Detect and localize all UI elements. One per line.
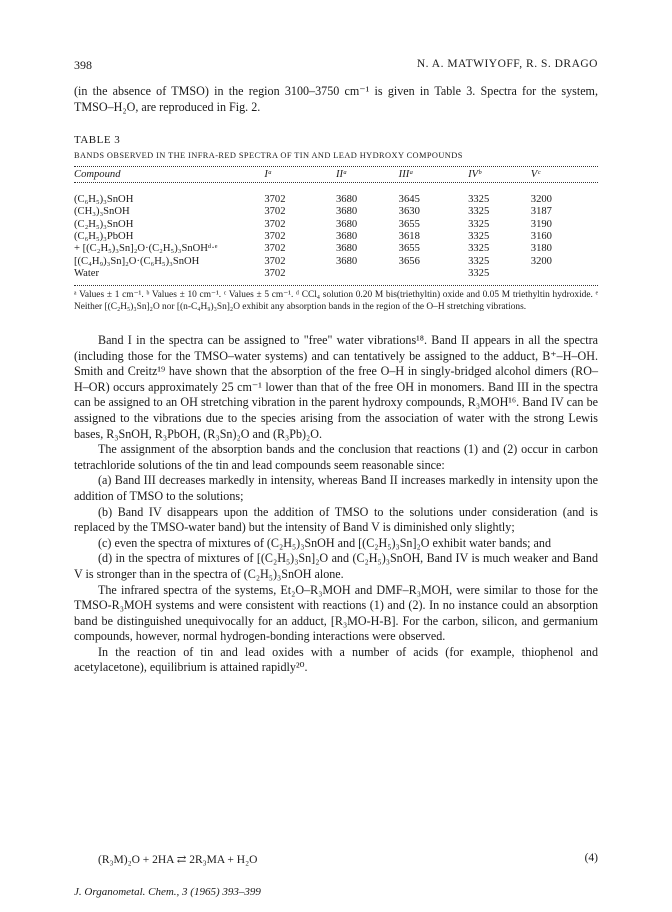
table-cell: 3180 bbox=[530, 243, 552, 255]
table-cell: 3200 bbox=[530, 255, 552, 267]
table-cell: 3680 bbox=[335, 255, 358, 267]
column-header: IIᵃ bbox=[335, 169, 348, 180]
table-cell: 3645 bbox=[398, 193, 420, 205]
table-cell: 3325 bbox=[468, 255, 490, 267]
table-cell: 3325 bbox=[468, 218, 490, 230]
table-row bbox=[74, 231, 598, 243]
column-header: Vᶜ bbox=[530, 169, 541, 180]
table-cell: 3680 bbox=[335, 231, 358, 243]
table-cell: 3655 bbox=[398, 243, 420, 255]
running-head: N. A. MATWIYOFF, R. S. DRAGO bbox=[416, 58, 598, 70]
journal-footer: J. Organometal. Chem., 3 (1965) 393–399 bbox=[74, 886, 261, 898]
list-item: (c) even the spectra of mixtures of (C₂H₅)₃SnOH and [(C₂H₅)₃Sn]₂O exhibit water bands; and bbox=[98, 535, 552, 550]
paragraph: The assignment of the absorption bands and the conclusion that reactions (1) and (2) occur in carbon tetrachloride solutions of the tin and lead compounds seem reasonable since: bbox=[74, 442, 598, 472]
table-cell: 3187 bbox=[530, 206, 552, 218]
paragraph: In the reaction of tin and lead oxides with a number of acids (for example, thiophenol and acetylacetone), equilibrium is attained rapidly²⁰. bbox=[74, 644, 598, 675]
table-cell: 3160 bbox=[530, 231, 552, 243]
table-cell: 3680 bbox=[335, 218, 358, 230]
table-cell: 3702 bbox=[264, 193, 286, 205]
list-item: (b) Band IV disappears upon the addition of TMSO to the solutions under consideration (and is replaced by the TMSO-water band) but the intensity of Band V is diminished only slightly; bbox=[74, 504, 598, 535]
table-footnote: ᵃ Values ± 1 cm⁻¹. ᵇ Values ± 10 cm⁻¹. ᶜ Values ± 5 cm⁻¹. ᵈ CCl₄ solution 0.20 M bis(triethyltin) oxide and 0.05 M triethyltin hydroxide. ᵉ Neither [(C₂H₅)₃Sn]₂O nor [(n-C₄H₉)₃Sn]₂O exhibit any absorption bands in the region of the O–H stretching vibrations. bbox=[74, 290, 598, 312]
table-top-rule bbox=[74, 166, 598, 167]
table-row bbox=[74, 256, 598, 268]
page-number: 398 bbox=[74, 58, 92, 72]
table-cell: 3702 bbox=[264, 255, 286, 267]
table-row bbox=[74, 243, 598, 255]
page-header bbox=[74, 58, 598, 74]
list-item: (a) Band III decreases markedly in intensity, whereas Band II increases markedly in intensity upon the addition of TMSO to the solutions; bbox=[74, 473, 598, 503]
table-cell bbox=[531, 268, 598, 280]
table-cell: 3702 bbox=[264, 243, 286, 255]
column-header: IVᵇ bbox=[468, 169, 481, 180]
table-bottom-rule bbox=[74, 285, 598, 286]
table-caption: BANDS OBSERVED IN THE INFRA-RED SPECTRA OF TIN AND LEAD HYDROXY COMPOUNDS bbox=[74, 151, 463, 160]
equation-text: (R₃M)₂O + 2HA ⇄ 2R₃MA + H₂O bbox=[98, 854, 258, 866]
table-cell: 3325 bbox=[468, 193, 490, 205]
table-cell: 3656 bbox=[398, 255, 420, 267]
table-cell: 3618 bbox=[398, 231, 420, 243]
table-cell: 3680 bbox=[335, 193, 358, 205]
table-cell bbox=[399, 268, 468, 280]
table-title: TABLE 3 bbox=[74, 134, 121, 146]
list-item: (d) in the spectra of mixtures of [(C₂H₅)₃Sn]₂O and (C₂H₅)₃SnOH, Band IV is much weaker and Band V is stronger than in the spectra of (C₂H₅)₃SnOH alone. bbox=[74, 551, 598, 581]
table-cell: [(C₄H₉)₃Sn]₂O·(C₆H₅)₃SnOH bbox=[74, 255, 200, 267]
table-cell: 3702 bbox=[264, 206, 286, 218]
table-cell: 3680 bbox=[335, 243, 358, 255]
table-cell: (C₂H₅)₃SnOH bbox=[74, 218, 134, 230]
table-cell: (C₆H₅)₃PbOH bbox=[74, 231, 134, 243]
table-row bbox=[74, 268, 598, 280]
table-cell: 3630 bbox=[398, 206, 420, 218]
main-text bbox=[74, 333, 598, 676]
intro-paragraph: (in the absence of TMSO) in the region 3100–3750 cm⁻¹ is given in Table 3. Spectra for the system, TMSO–H₂O, are reproduced in Fig. 2. bbox=[74, 84, 598, 114]
table-header-row bbox=[74, 169, 598, 181]
table-cell: 3702 bbox=[264, 218, 286, 230]
table-cell: 3200 bbox=[530, 193, 552, 205]
table-cell: 3680 bbox=[335, 206, 358, 218]
paragraph: Band I in the spectra can be assigned to "free" water vibrations¹⁸. Band II appears in all the spectra (including those for the TMSO–water systems) and can tentatively be assigned to the adduct, B⁺–H–OH. Smith and Creitz¹⁹ have shown that the absorption of the free O–H in singly-bridged alcohol dimers (RO–H–OR) occurs approximately 25 cm⁻¹ lower than that of the free OH in monomers. Band III in the spectra can be assigned to an OH stretching vibration in the parent hydroxy compounds, R₃MOH¹⁶. Band IV can be assigned to the vibrations due to the species arising from the association of water with the strong Lewis bases, R₃SnOH, R₃PbOH, (R₃Sn)₂O and (R₃Pb)₂O. bbox=[74, 333, 598, 441]
table-cell: + [(C₂H₅)₃Sn]₂O·(C₂H₅)₃SnOHᵈ·ᵉ bbox=[74, 243, 218, 255]
column-header: Iᵃ bbox=[264, 169, 273, 180]
table-cell: 3325 bbox=[468, 268, 490, 280]
table-cell: 3702 bbox=[264, 231, 286, 243]
paragraph: The infrared spectra of the systems, Et₂O–R₃MOH and DMF–R₃MOH, were similar to those for the TMSO-R₃MOH systems and were consistent with reactions (1) and (2). In no instance could an absorption band be distinguished unequivocally for an adduct, [R₃MO-H-B]. For the carbon, silicon, and germanium compounds, however, normal hydrogen-bonding interactions were observed. bbox=[74, 582, 598, 644]
table-cell: 3325 bbox=[468, 243, 490, 255]
table-cell: 3702 bbox=[264, 268, 286, 280]
table-cell: 3325 bbox=[468, 206, 490, 218]
table-row bbox=[74, 219, 598, 231]
table-cell: 3655 bbox=[398, 218, 420, 230]
table-cell bbox=[336, 268, 399, 280]
table-cell: 3325 bbox=[468, 231, 490, 243]
bands-table bbox=[74, 169, 598, 281]
table-row bbox=[74, 194, 598, 206]
column-header: IIIᵃ bbox=[398, 169, 414, 180]
table-cell: (C₆H₅)₃SnOH bbox=[74, 193, 134, 205]
column-header: Compound bbox=[74, 169, 121, 180]
table-cell: (CH₃)₃SnOH bbox=[74, 206, 130, 218]
table-cell: Water bbox=[74, 268, 100, 280]
table-cell: 3190 bbox=[530, 218, 552, 230]
table-row bbox=[74, 206, 598, 218]
equation-number: (4) bbox=[584, 852, 598, 864]
